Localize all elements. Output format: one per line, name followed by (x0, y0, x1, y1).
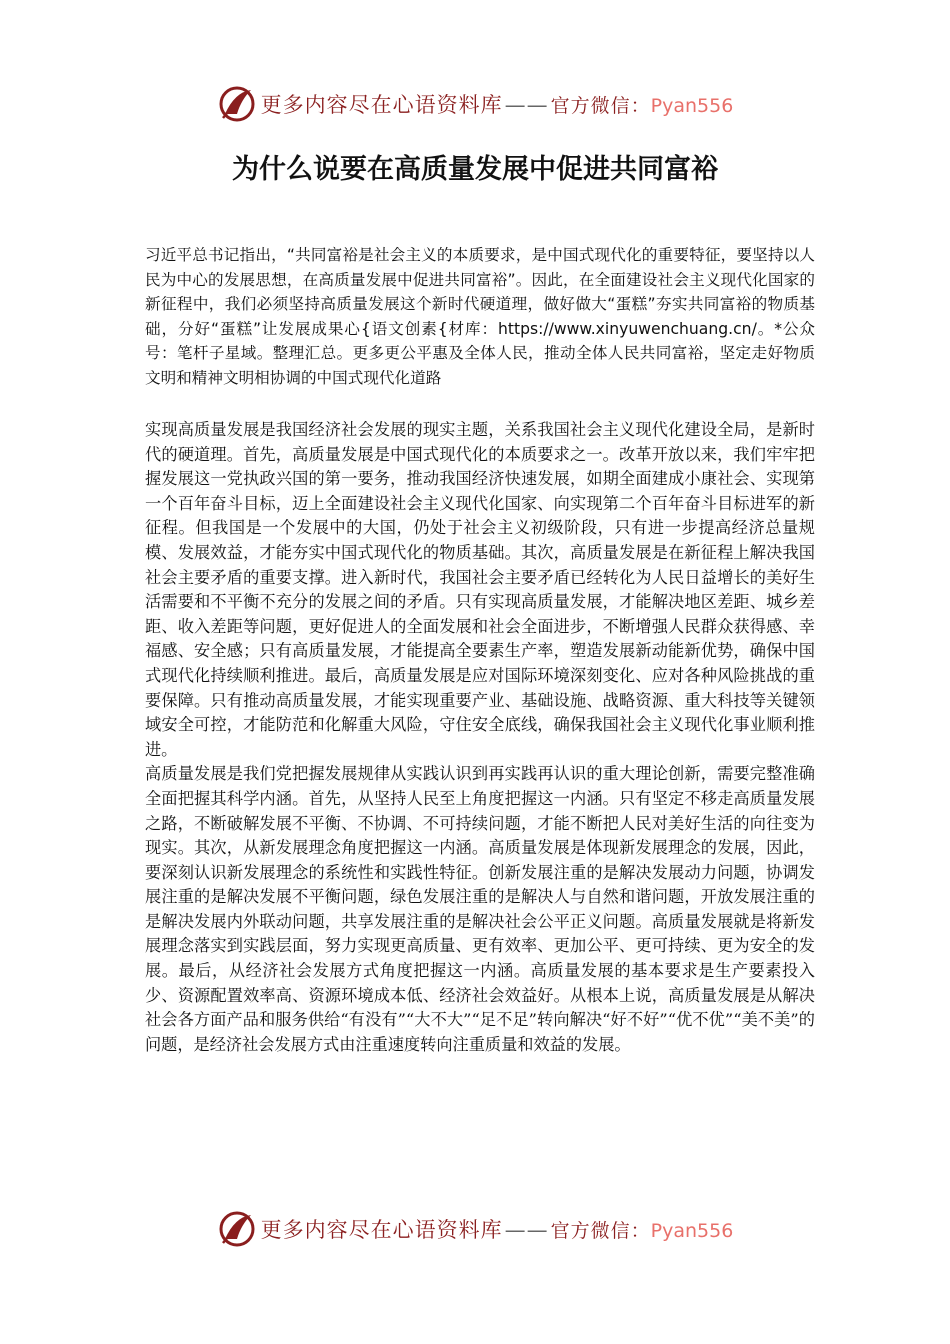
brand-logo-icon (217, 1209, 257, 1249)
banner-text: 更多内容尽在心语资料库—— 官方微信：Pyan556 (260, 93, 734, 117)
header-banner (0, 82, 950, 126)
document-body (145, 418, 815, 1057)
footer-banner (0, 1207, 950, 1251)
document-title: 为什么说要在高质量发展中促进共同富裕 (232, 154, 718, 185)
banner-text: 更多内容尽在心语资料库—— 官方微信：Pyan556 (260, 1218, 734, 1242)
intro-paragraph: 习近平总书记指出，“共同富裕是社会主义的本质要求，是中国式现代化的重要特征，要坚持以人民为中心的发展思想，在高质量发展中促进共同富裕”。因此，在全面建设社会主义现代化国家的新征程中，我们必须坚持高质量发展这个新时代硬道理，做好做大“蛋糕”夯实共同富裕的物质基础，分好“蛋糕”让发展成果心{语文创素{材库：https://www.xinyuwenchuang.cn/。*公众号：笔杆子星域。整理汇总。更多更公平惠及全体人民，推动全体人民共同富裕，坚定走好物质文明和精神文明相协调的中国式现代化道路 (145, 246, 815, 387)
body-paragraph: 高质量发展是我们党把握发展规律从实践认识到再实践再认识的重大理论创新，需要完整准确全面把握其科学内涵。首先，从坚持人民至上角度把握这一内涵。只有坚定不移走高质量发展之路，不断破解发展不平衡、不协调、不可持续问题，才能不断把人民对美好生活的向往变为现实。其次，从新发展理念角度把握这一内涵。高质量发展是体现新发展理念的发展，因此，要深刻认识新发展理念的系统性和实践性特征。创新发展注重的是解决发展动力问题，协调发展注重的是解决发展不平衡问题，绿色发展注重的是解决人与自然和谐问题，开放发展注重的是解决发展内外联动问题，共享发展注重的是解决社会公平正义问题。高质量发展就是将新发展理念落实到实践层面，努力实现更高质量、更有效率、更加公平、更可持续、更为安全的发展。最后，从经济社会发展方式角度把握这一内涵。高质量发展的基本要求是生产要素投入少、资源配置效率高、资源环境成本低、经济社会效益好。从根本上说，高质量发展是从解决社会各方面产品和服务供给“有没有”“大不大”“足不足”转向解决“好不好”“优不优”“美不美”的问题，是经济社会发展方式由注重速度转向注重质量和效益的发展。 (145, 764, 815, 1054)
body-paragraph: 实现高质量发展是我国经济社会发展的现实主题，关系我国社会主义现代化建设全局，是新时代的硬道理。首先，高质量发展是中国式现代化的本质要求之一。改革开放以来，我们牢牢把握发展这一党执政兴国的第一要务，推动我国经济快速发展，如期全面建成小康社会、实现第一个百年奋斗目标，迈上全面建设社会主义现代化国家、向实现第二个百年奋斗目标进军的新征程。但我国是一个发展中的大国，仍处于社会主义初级阶段，只有进一步提高经济总量规模、发展效益，才能夯实中国式现代化的物质基础。其次，高质量发展是在新征程上解决我国社会主要矛盾的重要支撑。进入新时代，我国社会主要矛盾已经转化为人民日益增长的美好生活需要和不平衡不充分的发展之间的矛盾。只有实现高质量发展，才能解决地区差距、城乡差距、收入差距等问题，更好促进人的全面发展和社会全面进步，不断增强人民群众获得感、幸福感、安全感；只有高质量发展，才能提高全要素生产率，塑造发展新动能新优势，确保中国式现代化持续顺利推进。最后，高质量发展是应对国际环境深刻变化、应对各种风险挑战的重要保障。只有推动高质量发展，才能实现重要产业、基础设施、战略资源、重大科技等关键领域安全可控，才能防范和化解重大风险，守住安全底线，确保我国社会主义现代化事业顺利推进。 (145, 420, 815, 759)
brand-logo-icon (217, 84, 257, 124)
